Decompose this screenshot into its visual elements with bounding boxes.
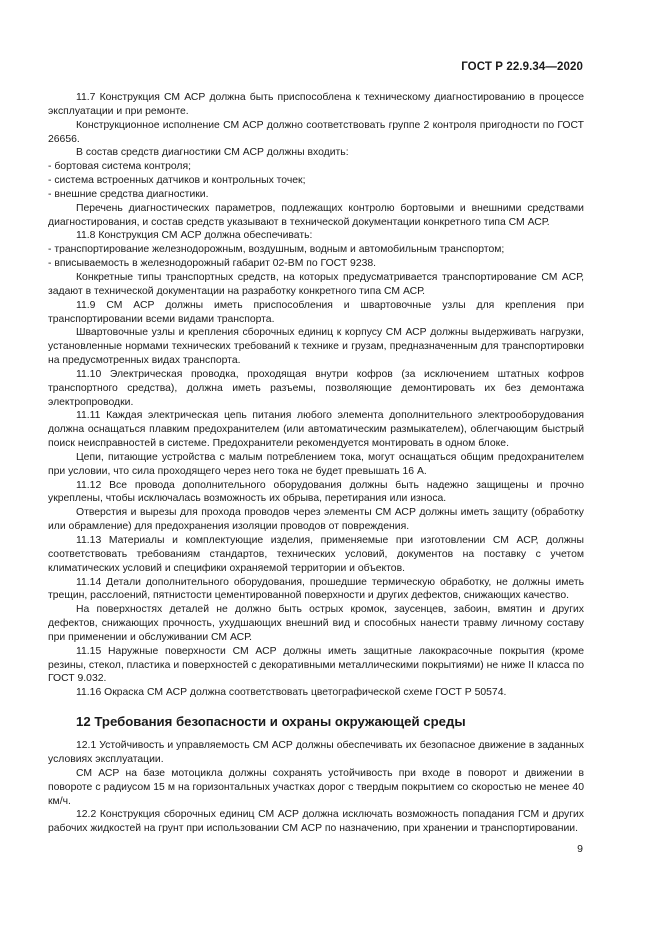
clause-11-16: 11.16 Окраска СМ АСР должна соответствовать цветографической схеме ГОСТ Р 50574. xyxy=(76,687,507,699)
paragraph-motorcycle-stability: СМ АСР на базе мотоцикла должны сохранять устойчивость при входе в поворот и движении в повороте с радиусом 15 м на горизонтальных участках дорог с твердым покрытием со скоростью не менее 40 км/ч. xyxy=(48,767,584,807)
clause-11-13: 11.13 Материалы и комплектующие изделия, применяемые при изготовлении СМ АСР, должны соответствовать требованиям стандартов, технических условий, документов на поставку с учетом климатических условий и специфики охраняемой территории и объектов. xyxy=(48,535,584,574)
document-body xyxy=(48,91,584,836)
list-item: - вписываемость в железнодорожный габарит 02-ВМ по ГОСТ 9238. xyxy=(48,258,377,270)
paragraph-diagnostics-intro: В состав средств диагностики СМ АСР должны входить: xyxy=(76,147,349,159)
paragraph-design-group: Конструкционное исполнение СМ АСР должно соответствовать группе 2 контроля пригодности по ГОСТ 26656. xyxy=(48,119,584,145)
paragraph-mooring-units: Швартовочные узлы и крепления сборочных единиц к корпусу СМ АСР должны выдерживать нагрузки, установленные нормами технических требований к технике и грузам, предназначенным для транспортировки на предусмотренных видах транспорта. xyxy=(48,327,584,367)
clause-11-11: 11.11 Каждая электрическая цепь питания любого элемента дополнительного электрооборудования должна оснащаться плавким предохранителем (или автоматическим размыкателем), облегчающим быстрый поиск неисправностей в системе. Предохранители рекомендуется монтировать в одном блоке. xyxy=(48,410,584,450)
clause-11-8: 11.8 Конструкция СМ АСР должна обеспечивать: xyxy=(76,230,313,242)
standard-id-header: ГОСТ Р 22.9.34—2020 xyxy=(461,61,583,73)
list-item: - транспортирование железнодорожным, воздушным, водным и автомобильным транспортом; xyxy=(48,244,505,256)
paragraph-wire-openings: Отверстия и вырезы для прохода проводов через элементы СМ АСР должны иметь защиту (обработку или обрамление) для предохранения изоляции проводов от повреждения. xyxy=(48,507,584,533)
list-item: - система встроенных датчиков и контрольных точек; xyxy=(48,175,306,187)
clause-11-9: 11.9 СМ АСР должны иметь приспособления и швартовочные узлы для крепления при транспортировании всеми видами транспорта. xyxy=(48,299,584,325)
clause-11-10: 11.10 Электрическая проводка, проходящая внутри кофров (за исключением штатных кофров транспортного средства), должна иметь разъемы, позволяющие демонтировать их без демонтажа электропроводки. xyxy=(48,368,584,408)
clause-12-2: 12.2 Конструкция сборочных единиц СМ АСР должна исключать возможность попадания ГСМ и других рабочих жидкостей на грунт при использовании СМ АСР по назначению, при хранении и транспортировании. xyxy=(48,809,584,835)
clause-12-1: 12.1 Устойчивость и управляемость СМ АСР должны обеспечивать их безопасное движение в заданных условиях эксплуатации. xyxy=(48,740,584,765)
clause-11-15: 11.15 Наружные поверхности СМ АСР должны иметь защитные лакокрасочные покрытия (кроме резины, стекол, пластика и поверхностей с декоративными металлическими покрытиями) не ниже II класса по ГОСТ 9.032. xyxy=(48,645,584,685)
section-heading: 12 Требования безопасности и охраны окружающей среды xyxy=(76,714,466,730)
paragraph-transport-types: Конкретные типы транспортных средств, на которых предусматривается транспортирование СМ АСР, задают в технической документации на разработку конкретного типа СМ АСР. xyxy=(48,271,584,297)
paragraph-diagnostic-parameters: Перечень диагностических параметров, подлежащих контролю бортовыми и внешними средствами диагностирования, и состав средств указывают в технической документации конкретного типа СМ АСР. xyxy=(48,202,584,228)
clause-11-7: 11.7 Конструкция СМ АСР должна быть приспособлена к техническому диагностированию в процессе эксплуатации и при ремонте. xyxy=(48,92,584,117)
clause-11-14: 11.14 Детали дополнительного оборудования, прошедшие термическую обработку, не должны иметь трещин, расслоений, пятнистости цементированной поверхности и других дефектов, снижающих качество. xyxy=(48,576,584,602)
paragraph-surface-defects: На поверхностях деталей не должно быть острых кромок, заусенцев, забоин, вмятин и других дефектов, снижающих прочность, ухудшающих внешний вид и способных нанести травму личному составу при применении и обслуживании СМ АСР. xyxy=(48,604,584,643)
list-item: - бортовая система контроля; xyxy=(48,161,192,173)
paragraph-low-current-circuits: Цепи, питающие устройства с малым потреблением тока, могут оснащаться общим предохранителем при условии, что сила проходящего через него тока не будет превышать 16 А. xyxy=(48,451,584,477)
list-item: - внешние средства диагностики. xyxy=(48,188,209,200)
clause-11-12: 11.12 Все провода дополнительного оборудования должны быть надежно защищены и прочно укреплены, чтобы исключалась возможность их обрыва, перетирания или износа. xyxy=(48,479,584,505)
page-number: 9 xyxy=(577,843,583,855)
